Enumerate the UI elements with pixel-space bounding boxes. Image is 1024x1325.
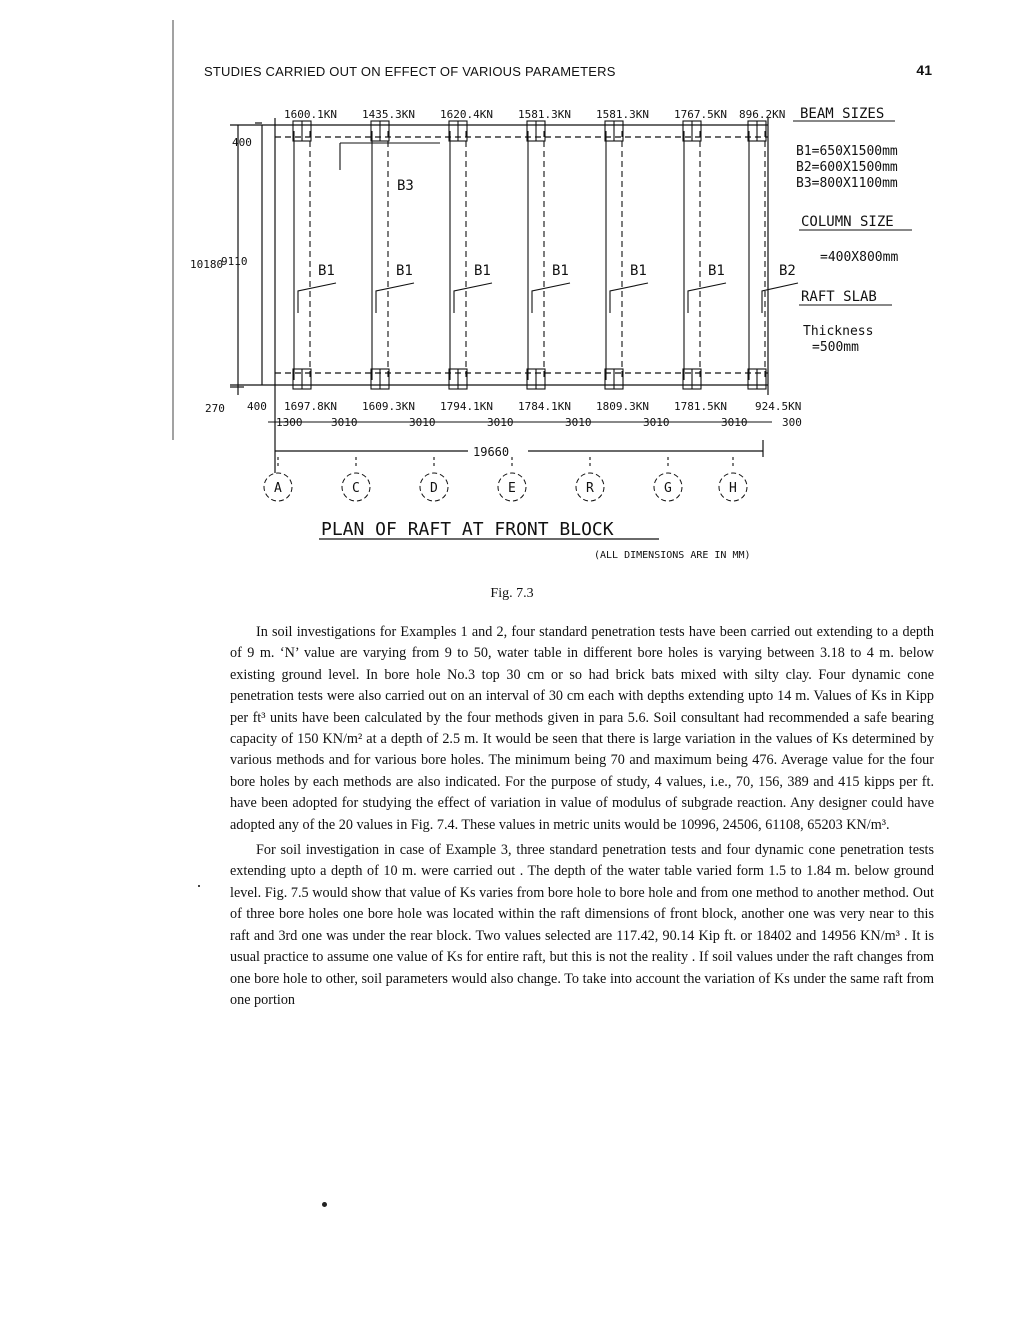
- legend-b2: B2=600X1500mm: [796, 160, 898, 175]
- bottom-load-label: 1809.3KN: [596, 400, 649, 413]
- dim-top-400: 400: [232, 136, 252, 149]
- grid-label: E: [508, 481, 516, 496]
- beam-leader: [688, 283, 726, 313]
- dim-vertical-10180: 10180: [190, 258, 224, 271]
- legend-column-size-title: COLUMN SIZE: [801, 214, 894, 230]
- figure-title: PLAN OF RAFT AT FRONT BLOCK: [321, 519, 614, 540]
- top-load-label: 1581.3KN: [596, 108, 649, 121]
- bottom-dim-label: 3010: [565, 416, 592, 429]
- beam-label-b1: B1: [630, 263, 647, 279]
- figure-caption: Fig. 7.3: [490, 586, 534, 601]
- bottom-load-label: 1781.5KN: [674, 400, 727, 413]
- page-header: [204, 62, 932, 84]
- beam-leader: [454, 283, 492, 313]
- grid-label: A: [274, 481, 282, 496]
- beam-label-b2: B2: [779, 263, 796, 279]
- beam-label-b1: B1: [708, 263, 725, 279]
- running-title: STUDIES CARRIED OUT ON EFFECT OF VARIOUS PARAMETERS: [204, 64, 616, 79]
- bottom-dim-label: 3010: [643, 416, 670, 429]
- figure-note: (ALL DIMENSIONS ARE IN MM): [594, 550, 751, 561]
- top-load-label: 1767.5KN: [674, 108, 727, 121]
- legend-beam-sizes-title: BEAM SIZES: [800, 106, 885, 122]
- beam-label-b1: B1: [396, 263, 413, 279]
- grid-label: G: [664, 481, 672, 496]
- grid-label: D: [430, 481, 438, 496]
- beam-leader: [298, 283, 336, 313]
- paragraph-1: In soil investigations for Examples 1 and 2, four standard penetration tests have been carried out extending to a depth of 9 m. ‘N’ value are varying from 9 to 50, water table in different bore holes is varying between 3.18 to 4 m. below existing ground level. In bore hole No.3 top 30 cm or so had brick bats mixed with silty clay. Four dynamic cone penetration tests were also carried out on an interval of 30 cm each with depths extending upto 14 m. Values of Ks in Kipp per ft³ units have been calculated by the four methods given in para 5.6. Soil consultant had recommended a safe bearing capacity of 150 KN/m² at a depth of 2.5 m. It would be seen that there is large variation in the values of Ks determined by various methods and for various bore holes. The minimum being 70 and maximum being 476. Average value for the four bore holes by each methods are also indicated. For the purpose of study, 4 values, i.e., 70, 156, 389 and 415 kipps per ft. have been adopted for studying the effect of variation in value of modulus of subgrade reaction. Any designer could have adopted any of the 20 values in Fig. 7.4. These values in metric units would be 10996, 24506, 61108, 65203 KN/m³.: [230, 624, 934, 833]
- bottom-load-label: 924.5KN: [755, 400, 802, 413]
- beam-label-b1: B1: [552, 263, 569, 279]
- beam-label-b3: B3: [397, 178, 414, 194]
- legend-block: [793, 106, 912, 355]
- raft-plan-figure: [0, 95, 1024, 575]
- legend-raft-slab-title: RAFT SLAB: [801, 289, 877, 305]
- beam-leader: [376, 283, 414, 313]
- grid-label: R: [586, 481, 594, 496]
- legend-thickness-value: =500mm: [812, 340, 859, 355]
- bottom-dim-label: 3010: [409, 416, 436, 429]
- grid-label: C: [352, 481, 360, 496]
- beam-leader: [610, 283, 648, 313]
- beam-leader: [532, 283, 570, 313]
- dim-total-19660: 19660: [473, 445, 510, 459]
- bottom-load-label: 1784.1KN: [518, 400, 571, 413]
- legend-b3: B3=800X1100mm: [796, 176, 898, 191]
- stray-speck: [198, 885, 200, 887]
- stray-dot: [322, 1202, 327, 1207]
- top-load-label: 896.2KN: [739, 108, 786, 121]
- bottom-dim-label: 3010: [487, 416, 514, 429]
- bottom-dim-label: 3010: [331, 416, 358, 429]
- top-load-label: 1600.1KN: [284, 108, 337, 121]
- dim-bottom-270: 270: [205, 402, 225, 415]
- bottom-dim-label: 300: [782, 416, 802, 429]
- bottom-load-label: 1609.3KN: [362, 400, 415, 413]
- bottom-load-label: 1794.1KN: [440, 400, 493, 413]
- beam-label-b1: B1: [318, 263, 335, 279]
- top-load-label: 1620.4KN: [440, 108, 493, 121]
- legend-thickness-label: Thickness: [803, 324, 874, 339]
- bottom-dim-label: 1300: [276, 416, 303, 429]
- beam-label-b1: B1: [474, 263, 491, 279]
- grid-label: H: [729, 481, 737, 496]
- dim-inner-9110: 9110: [221, 255, 248, 268]
- legend-column-size: =400X800mm: [820, 250, 899, 265]
- bottom-load-label: 1697.8KN: [284, 400, 337, 413]
- bottom-dim-label: 3010: [721, 416, 748, 429]
- dim-bottom-400: 400: [247, 400, 267, 413]
- top-load-label: 1581.3KN: [518, 108, 571, 121]
- page-number: 41: [916, 62, 932, 78]
- body-text: [230, 622, 934, 1015]
- top-load-label: 1435.3KN: [362, 108, 415, 121]
- paragraph-2: For soil investigation in case of Example 3, three standard penetration tests and four dynamic cone penetration tests extending upto a depth of 10 m. were carried out . The depth of the water table varied form 1.5 to 1.84 m. below ground level. Fig. 7.5 would show that value of Ks varies from bore hole to bore hole and from one method to another method. Out of three bore holes one bore hole was located within the raft dimensions of front block, another one was very near to this raft and 3rd one was under the rear block. Two values selected are 117.42, 90.14 Kip ft. or 18402 and 14956 KN/m³ . It is usual practice to assume one value of Ks for entire raft, but this is not the reality . If soil values under the raft changes from one bore hole to other, soil parameters would also change. To take into account the variation of Ks under the same raft from one portion: [230, 842, 934, 1008]
- legend-b1: B1=650X1500mm: [796, 144, 898, 159]
